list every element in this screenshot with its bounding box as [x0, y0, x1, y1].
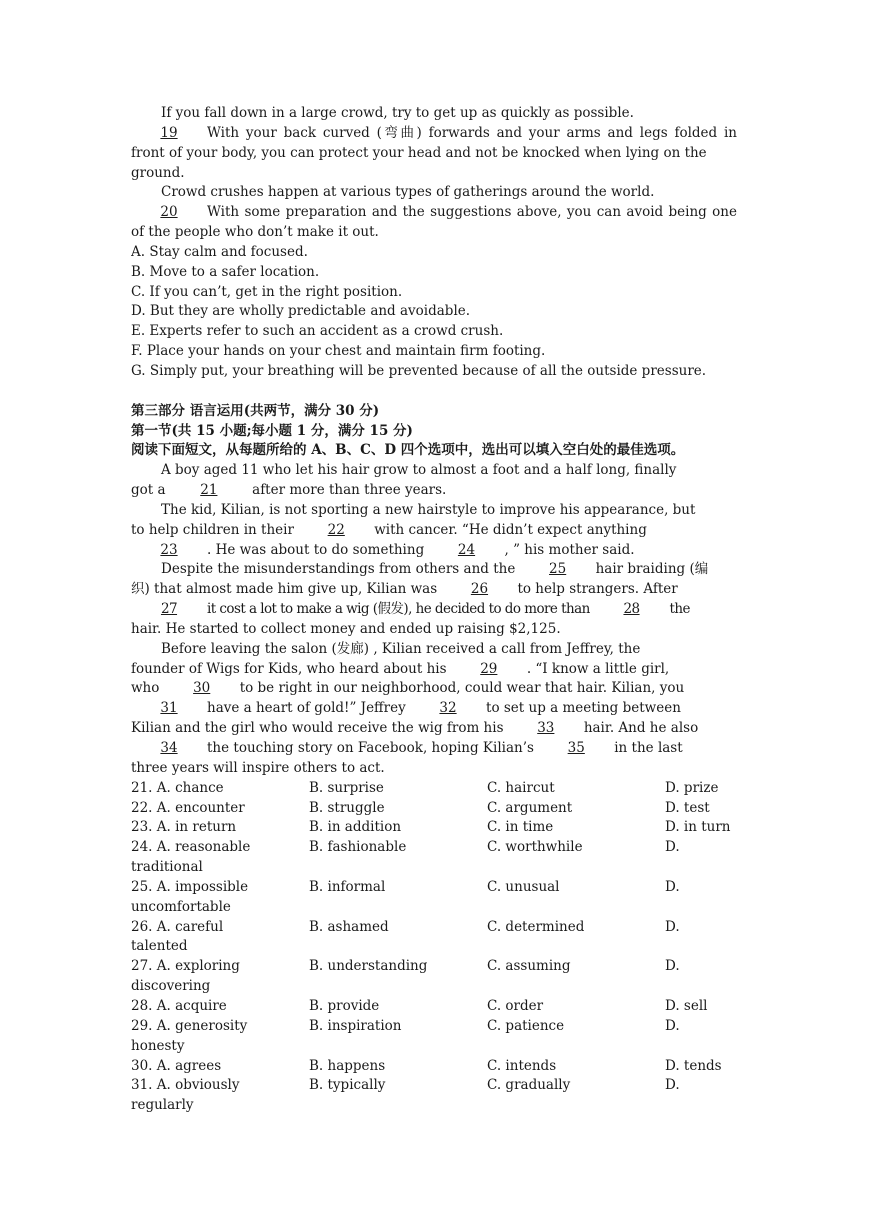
document-page — [131, 104, 737, 1116]
paragraph-line: of the people who don’t make it out. — [131, 224, 379, 241]
passage-line: three years will inspire others to act. — [131, 759, 385, 776]
option-g: G. Simply put, your breathing will be prevented because of all the outside pressure. — [131, 362, 707, 379]
blank-31: 31 — [160, 700, 178, 717]
question-list — [131, 779, 737, 1116]
passage-line: 34 the touching story on Facebook, hoping Kilian’s 35 in the last — [131, 739, 737, 759]
passage-line: Despite the misunderstandings from others and the 25 hair braiding (编 — [131, 560, 737, 580]
option-b: B. Move to a safer location. — [131, 263, 320, 280]
blank-35: 35 — [567, 740, 585, 756]
passage-line: A boy aged 11 who let his hair grow to almost a foot and a half long, finally — [161, 462, 677, 479]
blank-32: 32 — [439, 700, 457, 717]
answer-line — [131, 382, 737, 402]
instruction: 阅读下面短文，从每题所给的 A、B、C、D 四个选项中，选出可以填入空白处的最佳选项。 — [131, 442, 685, 459]
question-item: 28. A. acquire B. provide C. order D. sell — [131, 997, 708, 1014]
paragraph-line: ground. — [131, 164, 185, 181]
option-c: C. If you can’t, get in the right position. — [131, 283, 403, 300]
question-item: 27. A. exploring B. understanding C. assuming D. discovering — [131, 958, 680, 995]
passage-line: hair. He started to collect money and ended up raising $2,125. — [131, 620, 561, 637]
passage-line: got a 21 after more than three years. — [131, 481, 737, 501]
blank-26: 26 — [470, 581, 489, 598]
passage-line: Before leaving the salon (发廊) , Kilian received a call from Jeffrey, the — [161, 640, 641, 657]
passage-line: 织) that almost made him give up, Kilian was 26 to help strangers. After — [131, 580, 737, 600]
passage-line: 23 . He was about to do something 24 , ” his mother said. — [131, 541, 737, 561]
blank-19: 19 — [160, 124, 178, 141]
passage-line: Kilian and the girl who would receive the wig from his 33 hair. And he also — [131, 719, 737, 739]
blank-28: 28 — [623, 601, 640, 618]
blank-20: 20 — [160, 204, 178, 221]
paragraph-line: 19 With your back curved (弯曲) forwards and your arms and legs folded in — [131, 124, 737, 144]
paragraph-line: 20 With some preparation and the suggestions above, you can avoid being one — [131, 203, 737, 223]
blank-34: 34 — [160, 740, 178, 756]
option-f: F. Place your hands on your chest and maintain firm footing. — [131, 343, 546, 360]
option-a: A. Stay calm and focused. — [131, 243, 308, 260]
blank-29: 29 — [480, 660, 498, 677]
question-item: 31. A. obviously B. typically C. gradually D. regularly — [131, 1077, 680, 1114]
part-heading: 第三部分 语言运用(共两节，满分 30 分) — [131, 402, 380, 419]
paragraph-line: front of your body, you can protect your head and not be knocked when lying on the — [131, 144, 707, 161]
question-item: 30. A. agrees B. happens C. intends D. tends — [131, 1057, 722, 1074]
question-item: 29. A. generosity B. inspiration C. patience D. honesty — [131, 1017, 680, 1054]
question-item: 24. A. reasonable B. fashionable C. worthwhile D. traditional — [131, 839, 680, 876]
option-e: E. Experts refer to such an accident as a crowd crush. — [131, 323, 504, 340]
passage-line: 27 it cost a lot to make a wig (假发), he decided to do more than 28 the — [131, 600, 737, 620]
passage-line: 31 have a heart of gold!” Jeffrey 32 to set up a meeting between — [131, 699, 737, 719]
paragraph-line: If you fall down in a large crowd, try to get up as quickly as possible. — [161, 105, 634, 121]
passage-line: founder of Wigs for Kids, who heard about his 29 . “I know a little girl, — [131, 660, 737, 680]
question-item: 22. A. encounter B. struggle C. argument D. test — [131, 799, 710, 816]
blank-23: 23 — [160, 541, 178, 558]
blank-24: 24 — [457, 541, 476, 558]
paragraph-line: Crowd crushes happen at various types of gatherings around the world. — [161, 184, 655, 201]
blank-22: 22 — [327, 521, 345, 538]
question-item: 26. A. careful B. ashamed C. determined D. talented — [131, 918, 680, 955]
question-item: 23. A. in return B. in addition C. in time D. in turn — [131, 819, 731, 836]
passage-line: who 30 to be right in our neighborhood, could wear that hair. Kilian, you — [131, 679, 737, 699]
passage-line: to help children in their 22 with cancer. “He didn’t expect anything — [131, 521, 737, 541]
blank-33: 33 — [537, 720, 555, 737]
blank-30: 30 — [193, 680, 211, 697]
option-d: D. But they are wholly predictable and avoidable. — [131, 303, 471, 320]
blank-25: 25 — [549, 561, 567, 578]
passage-line: The kid, Kilian, is not sporting a new hairstyle to improve his appearance, but — [161, 501, 696, 518]
question-item: 25. A. impossible B. informal C. unusual D. uncomfortable — [131, 878, 680, 915]
section-heading: 第一节(共 15 小题;每小题 1 分，满分 15 分) — [131, 422, 413, 439]
question-item: 21. A. chance B. surprise C. haircut D. prize — [131, 779, 719, 796]
blank-27: 27 — [160, 601, 178, 618]
blank-21: 21 — [200, 482, 218, 499]
